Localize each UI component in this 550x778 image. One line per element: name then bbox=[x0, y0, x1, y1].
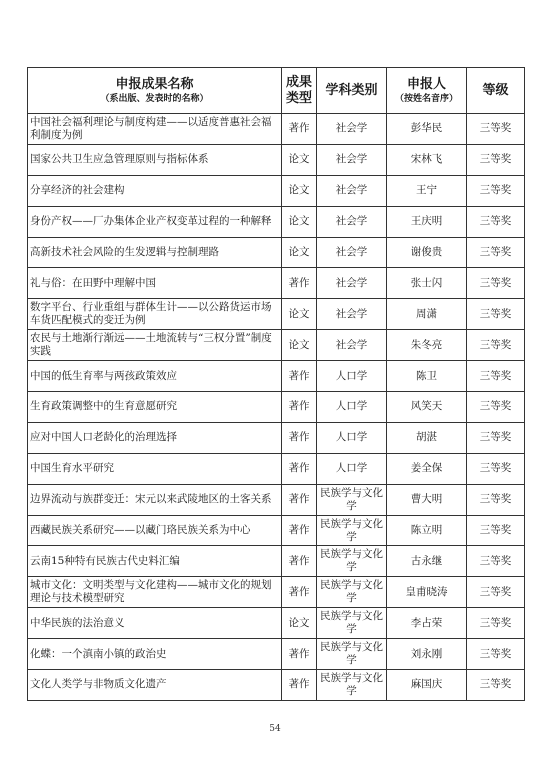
work-type-cell: 著作 bbox=[282, 114, 317, 145]
work-title-cell: 农民与土地渐行渐远——土地流转与“三权分置”制度实践 bbox=[28, 330, 282, 361]
discipline-cell: 人口学 bbox=[317, 453, 387, 484]
work-type-cell: 论文 bbox=[282, 608, 317, 639]
award-level-cell: 三等奖 bbox=[467, 670, 525, 701]
award-level-cell: 三等奖 bbox=[467, 392, 525, 423]
column-header-discipline: 学科类别 bbox=[317, 68, 387, 114]
column-header-name bbox=[28, 68, 282, 114]
table-row bbox=[28, 361, 525, 392]
column-header-applicant bbox=[387, 68, 467, 114]
applicant-cell: 谢俊贵 bbox=[387, 237, 467, 268]
applicant-cell: 彭华民 bbox=[387, 114, 467, 145]
award-level-cell: 三等奖 bbox=[467, 422, 525, 453]
applicant-cell: 李占荣 bbox=[387, 608, 467, 639]
discipline-cell: 民族学与文化学 bbox=[317, 515, 387, 546]
work-type-cell: 著作 bbox=[282, 515, 317, 546]
discipline-cell: 社会学 bbox=[317, 237, 387, 268]
applicant-cell: 周潇 bbox=[387, 299, 467, 330]
applicant-cell: 朱冬亮 bbox=[387, 330, 467, 361]
table-row bbox=[28, 299, 525, 330]
applicant-cell: 张士闪 bbox=[387, 268, 467, 299]
discipline-cell: 社会学 bbox=[317, 114, 387, 145]
table-row bbox=[28, 268, 525, 299]
work-title-cell: 西藏民族关系研究——以藏门珞民族关系为中心 bbox=[28, 515, 282, 546]
work-type-cell: 著作 bbox=[282, 484, 317, 515]
work-type-cell: 著作 bbox=[282, 361, 317, 392]
discipline-cell: 民族学与文化学 bbox=[317, 608, 387, 639]
applicant-cell: 古永继 bbox=[387, 546, 467, 577]
applicant-cell: 宋林飞 bbox=[387, 144, 467, 175]
work-title-cell: 云南15种特有民族古代史料汇编 bbox=[28, 546, 282, 577]
work-type-cell: 论文 bbox=[282, 330, 317, 361]
discipline-cell: 民族学与文化学 bbox=[317, 484, 387, 515]
award-level-cell: 三等奖 bbox=[467, 546, 525, 577]
column-header-applicant-subtitle: （按姓名音序） bbox=[394, 93, 458, 104]
work-title-cell: 生育政策调整中的生育意愿研究 bbox=[28, 392, 282, 423]
applicant-cell: 姜全保 bbox=[387, 453, 467, 484]
applicant-cell: 麻国庆 bbox=[387, 670, 467, 701]
applicant-cell: 刘永刚 bbox=[387, 639, 467, 670]
work-type-cell: 著作 bbox=[282, 392, 317, 423]
work-title-cell: 中国的低生育率与两孩政策效应 bbox=[28, 361, 282, 392]
work-type-cell: 著作 bbox=[282, 546, 317, 577]
award-level-cell: 三等奖 bbox=[467, 515, 525, 546]
award-level-cell: 三等奖 bbox=[467, 299, 525, 330]
table-row bbox=[28, 577, 525, 608]
work-title-cell: 数字平台、行业重组与群体生计——以公路货运市场车货匹配模式的变迁为例 bbox=[28, 299, 282, 330]
applicant-cell: 王庆明 bbox=[387, 206, 467, 237]
work-type-cell: 论文 bbox=[282, 175, 317, 206]
table-row bbox=[28, 392, 525, 423]
discipline-cell: 社会学 bbox=[317, 299, 387, 330]
applicant-cell: 皇甫晓涛 bbox=[387, 577, 467, 608]
work-title-cell: 国家公共卫生应急管理原则与指标体系 bbox=[28, 144, 282, 175]
work-title-cell: 中国生育水平研究 bbox=[28, 453, 282, 484]
discipline-cell: 社会学 bbox=[317, 175, 387, 206]
award-level-cell: 三等奖 bbox=[467, 206, 525, 237]
table-row bbox=[28, 546, 525, 577]
discipline-cell: 民族学与文化学 bbox=[317, 670, 387, 701]
applicant-cell: 王宁 bbox=[387, 175, 467, 206]
applicant-cell: 风笑天 bbox=[387, 392, 467, 423]
work-type-cell: 著作 bbox=[282, 639, 317, 670]
award-level-cell: 三等奖 bbox=[467, 268, 525, 299]
award-level-cell: 三等奖 bbox=[467, 175, 525, 206]
work-title-cell: 高新技术社会风险的生发逻辑与控制理路 bbox=[28, 237, 282, 268]
awards-table bbox=[27, 67, 525, 701]
work-type-cell: 论文 bbox=[282, 206, 317, 237]
work-title-cell: 中国社会福利理论与制度构建——以适度普惠社会福利制度为例 bbox=[28, 114, 282, 145]
table-row bbox=[28, 237, 525, 268]
award-level-cell: 三等奖 bbox=[467, 237, 525, 268]
page-number: 54 bbox=[269, 724, 281, 734]
discipline-cell: 社会学 bbox=[317, 330, 387, 361]
discipline-cell: 民族学与文化学 bbox=[317, 546, 387, 577]
table-row bbox=[28, 639, 525, 670]
applicant-cell: 曹大明 bbox=[387, 484, 467, 515]
column-header-name-title: 申报成果名称 bbox=[115, 76, 194, 92]
table-row bbox=[28, 144, 525, 175]
table-row bbox=[28, 670, 525, 701]
award-level-cell: 三等奖 bbox=[467, 453, 525, 484]
award-level-cell: 三等奖 bbox=[467, 577, 525, 608]
discipline-cell: 民族学与文化学 bbox=[317, 639, 387, 670]
work-type-cell: 著作 bbox=[282, 577, 317, 608]
applicant-cell: 陈卫 bbox=[387, 361, 467, 392]
table-row bbox=[28, 608, 525, 639]
discipline-cell: 民族学与文化学 bbox=[317, 577, 387, 608]
discipline-cell: 社会学 bbox=[317, 144, 387, 175]
discipline-cell: 人口学 bbox=[317, 392, 387, 423]
work-title-cell: 文化人类学与非物质文化遗产 bbox=[28, 670, 282, 701]
award-level-cell: 三等奖 bbox=[467, 484, 525, 515]
table-row bbox=[28, 330, 525, 361]
table-header-row bbox=[28, 68, 525, 114]
applicant-cell: 陈立明 bbox=[387, 515, 467, 546]
table-row bbox=[28, 175, 525, 206]
discipline-cell: 人口学 bbox=[317, 422, 387, 453]
table-row bbox=[28, 515, 525, 546]
work-type-cell: 论文 bbox=[282, 237, 317, 268]
discipline-cell: 人口学 bbox=[317, 361, 387, 392]
column-header-level: 等级 bbox=[467, 68, 525, 114]
applicant-cell: 胡湛 bbox=[387, 422, 467, 453]
column-header-name-subtitle: （系出版、发表时的名称） bbox=[100, 93, 209, 104]
award-level-cell: 三等奖 bbox=[467, 114, 525, 145]
work-title-cell: 礼与俗：在田野中理解中国 bbox=[28, 268, 282, 299]
work-type-cell: 著作 bbox=[282, 453, 317, 484]
work-type-cell: 论文 bbox=[282, 144, 317, 175]
work-type-cell: 著作 bbox=[282, 268, 317, 299]
column-header-type: 成果类型 bbox=[282, 68, 317, 114]
work-title-cell: 分享经济的社会建构 bbox=[28, 175, 282, 206]
work-type-cell: 论文 bbox=[282, 299, 317, 330]
table-row bbox=[28, 206, 525, 237]
award-level-cell: 三等奖 bbox=[467, 330, 525, 361]
work-title-cell: 边界流动与族群变迁：宋元以来武陵地区的土客关系 bbox=[28, 484, 282, 515]
column-header-applicant-title: 申报人 bbox=[406, 76, 446, 92]
work-title-cell: 应对中国人口老龄化的治理选择 bbox=[28, 422, 282, 453]
work-title-cell: 身份产权——厂办集体企业产权变革过程的一种解释 bbox=[28, 206, 282, 237]
table-row bbox=[28, 453, 525, 484]
award-level-cell: 三等奖 bbox=[467, 144, 525, 175]
table-body bbox=[28, 114, 525, 701]
table-row bbox=[28, 422, 525, 453]
discipline-cell: 社会学 bbox=[317, 268, 387, 299]
work-title-cell: 化蝶：一个滇南小镇的政治史 bbox=[28, 639, 282, 670]
work-title-cell: 中华民族的法治意义 bbox=[28, 608, 282, 639]
discipline-cell: 社会学 bbox=[317, 206, 387, 237]
work-title-cell: 城市文化：文明类型与文化建构——城市文化的规划理论与技术模型研究 bbox=[28, 577, 282, 608]
award-level-cell: 三等奖 bbox=[467, 639, 525, 670]
table-row bbox=[28, 484, 525, 515]
award-level-cell: 三等奖 bbox=[467, 608, 525, 639]
table-row bbox=[28, 114, 525, 145]
award-level-cell: 三等奖 bbox=[467, 361, 525, 392]
work-type-cell: 著作 bbox=[282, 422, 317, 453]
work-type-cell: 著作 bbox=[282, 670, 317, 701]
